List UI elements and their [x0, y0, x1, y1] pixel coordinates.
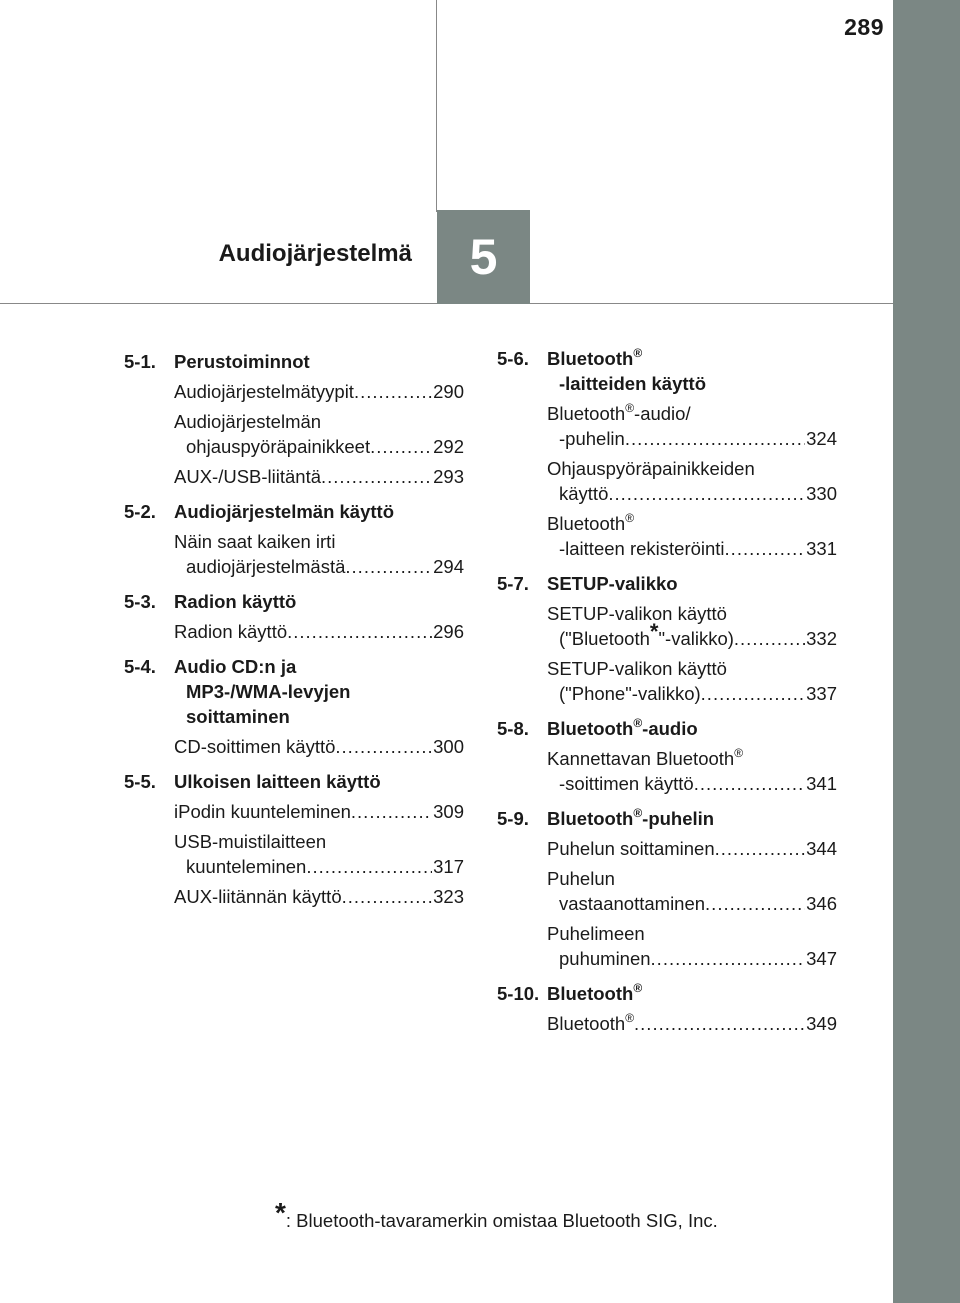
entry-page: 349: [806, 1013, 837, 1034]
entry-text: Radion käyttö: [174, 621, 288, 642]
section-title: Bluetooth®-puhelin: [547, 806, 715, 829]
entry-text-cont: vastaanottaminen: [559, 893, 706, 914]
page-number: 289: [844, 14, 884, 40]
toc-section[interactable]: [497, 571, 837, 596]
entry-page: 330: [806, 483, 837, 504]
entry-text: USB-muistilaitteen: [174, 831, 327, 852]
entry-text-cont: audiojärjestelmästä: [186, 556, 346, 577]
section-title: Bluetooth® -laitteiden käyttö: [547, 346, 706, 394]
entry-page: 292: [433, 436, 464, 457]
registered-mark: ®: [633, 806, 643, 820]
entry-page: 347: [806, 948, 837, 969]
section-title: Perustoiminnot: [174, 351, 310, 372]
entry-text-cont: ohjauspyöräpainikkeet: [186, 436, 371, 457]
toc-section[interactable]: [124, 349, 464, 374]
toc-entry[interactable]: [547, 921, 837, 971]
entry-text: Kannettavan Bluetooth®: [547, 746, 744, 769]
entry-page: 294: [433, 556, 464, 577]
chapter-number: 5: [437, 210, 530, 304]
section-title: Radion käyttö: [174, 591, 297, 612]
toc-entry[interactable]: [174, 409, 464, 459]
section-number: 5-3.: [124, 591, 156, 612]
toc-entry[interactable]: [547, 656, 837, 706]
toc-entry[interactable]: [174, 529, 464, 579]
entry-page: 293: [433, 466, 464, 487]
registered-mark: ®: [633, 716, 643, 730]
entry-text: Näin saat kaiken irti: [174, 531, 336, 552]
footnote-star: *: [649, 619, 659, 644]
toc-entry[interactable]: [174, 379, 464, 404]
toc-section[interactable]: [497, 716, 837, 741]
toc-entry[interactable]: [174, 464, 464, 489]
toc-entry[interactable]: [174, 734, 464, 759]
toc-entry[interactable]: [174, 619, 464, 644]
section-title: Ulkoisen laitteen käyttö: [174, 771, 381, 792]
chapter-title: Audiojärjestelmä: [218, 240, 412, 267]
entry-page: 346: [806, 893, 837, 914]
entry-text: iPodin kuunteleminen: [174, 801, 351, 822]
entry-page: 332: [806, 628, 837, 649]
footnote-text: : Bluetooth-tavaramerkin omistaa Bluetooth SIG, Inc.: [285, 1210, 718, 1231]
section-title: Bluetooth®: [547, 981, 643, 1004]
entry-text: SETUP-valikon käyttö: [547, 658, 727, 679]
entry-text: Puhelimeen: [547, 923, 645, 944]
entry-text: Puhelun soittaminen: [547, 838, 715, 859]
toc-section[interactable]: [124, 589, 464, 614]
toc-section[interactable]: [124, 654, 464, 729]
entry-page: 309: [433, 801, 464, 822]
section-number: 5-6.: [497, 348, 529, 369]
entry-text-cont: puhuminen: [559, 948, 651, 969]
section-title: Audio CD:n ja MP3-/WMA-levyjen soittaminen: [174, 656, 351, 727]
toc-section[interactable]: [124, 769, 464, 794]
entry-page: 324: [806, 428, 837, 449]
registered-mark: ®: [625, 511, 635, 525]
section-number: 5-8.: [497, 718, 529, 739]
entry-text-cont: ("Phone"-valikko): [559, 683, 701, 704]
toc-entry[interactable]: [547, 601, 837, 651]
entry-page: 337: [806, 683, 837, 704]
toc-right-column: [497, 346, 837, 1036]
entry-page: 300: [433, 736, 464, 757]
toc-entry[interactable]: [547, 836, 837, 861]
section-number: 5-5.: [124, 771, 156, 792]
toc-left-column: [124, 349, 464, 909]
toc-entry[interactable]: [547, 866, 837, 916]
toc-entry[interactable]: [547, 1011, 837, 1036]
section-title: Audiojärjestelmän käyttö: [174, 501, 395, 522]
entry-text-cont: -soittimen käyttö: [559, 773, 694, 794]
vertical-divider: [436, 0, 437, 212]
entry-page: 296: [433, 621, 464, 642]
toc-entry[interactable]: [547, 511, 837, 561]
section-number: 5-4.: [124, 656, 156, 677]
entry-page: 341: [806, 773, 837, 794]
footnote: [275, 1197, 718, 1232]
entry-text: Audiojärjestelmätyypit: [174, 381, 354, 402]
entry-text: AUX-/USB-liitäntä: [174, 466, 322, 487]
entry-page: 323: [433, 886, 464, 907]
section-title: SETUP-valikko: [547, 573, 678, 594]
entry-text: Bluetooth®: [547, 511, 635, 534]
entry-text-cont: -laitteen rekisteröinti: [559, 538, 725, 559]
entry-text: Puhelun: [547, 868, 615, 889]
toc-section[interactable]: [124, 499, 464, 524]
entry-text: SETUP-valikon käyttö: [547, 603, 727, 624]
toc-entry[interactable]: [547, 401, 837, 451]
entry-page: 317: [433, 856, 464, 877]
footnote-star: *: [275, 1197, 286, 1228]
entry-text-cont: -puhelin: [559, 428, 625, 449]
registered-mark: ®: [633, 981, 643, 995]
chapter-side-bar: [893, 0, 960, 1303]
entry-text: Bluetooth®-audio/: [547, 401, 691, 424]
toc-entry[interactable]: [174, 799, 464, 824]
toc-entry[interactable]: [174, 829, 464, 879]
registered-mark: ®: [625, 1011, 635, 1025]
section-title: Bluetooth®-audio: [547, 716, 698, 739]
toc-entry[interactable]: [547, 456, 837, 506]
section-number: 5-9.: [497, 808, 529, 829]
entry-text-cont: kuunteleminen: [186, 856, 307, 877]
toc-entry[interactable]: [547, 746, 837, 796]
entry-text: AUX-liitännän käyttö: [174, 886, 342, 907]
section-number: 5-2.: [124, 501, 156, 522]
entry-page: 344: [806, 838, 837, 859]
entry-text: Audiojärjestelmän: [174, 411, 322, 432]
toc-section[interactable]: [497, 346, 837, 396]
section-number: 5-7.: [497, 573, 529, 594]
registered-mark: ®: [734, 746, 744, 760]
section-number: 5-1.: [124, 351, 156, 372]
entry-text-cont: käyttö: [559, 483, 609, 504]
toc-section[interactable]: [497, 981, 837, 1006]
entry-text-cont: ("Bluetooth*"-valikko): [559, 619, 734, 649]
entry-text: Bluetooth®: [547, 1011, 635, 1034]
section-number: 5-10.: [497, 983, 540, 1004]
entry-text: Ohjauspyöräpainikkeiden: [547, 458, 755, 479]
toc-section[interactable]: [497, 806, 837, 831]
registered-mark: ®: [633, 346, 643, 360]
entry-page: 331: [806, 538, 837, 559]
toc-entry[interactable]: [174, 884, 464, 909]
entry-text: CD-soittimen käyttö: [174, 736, 336, 757]
entry-page: 290: [433, 381, 464, 402]
registered-mark: ®: [625, 401, 635, 415]
